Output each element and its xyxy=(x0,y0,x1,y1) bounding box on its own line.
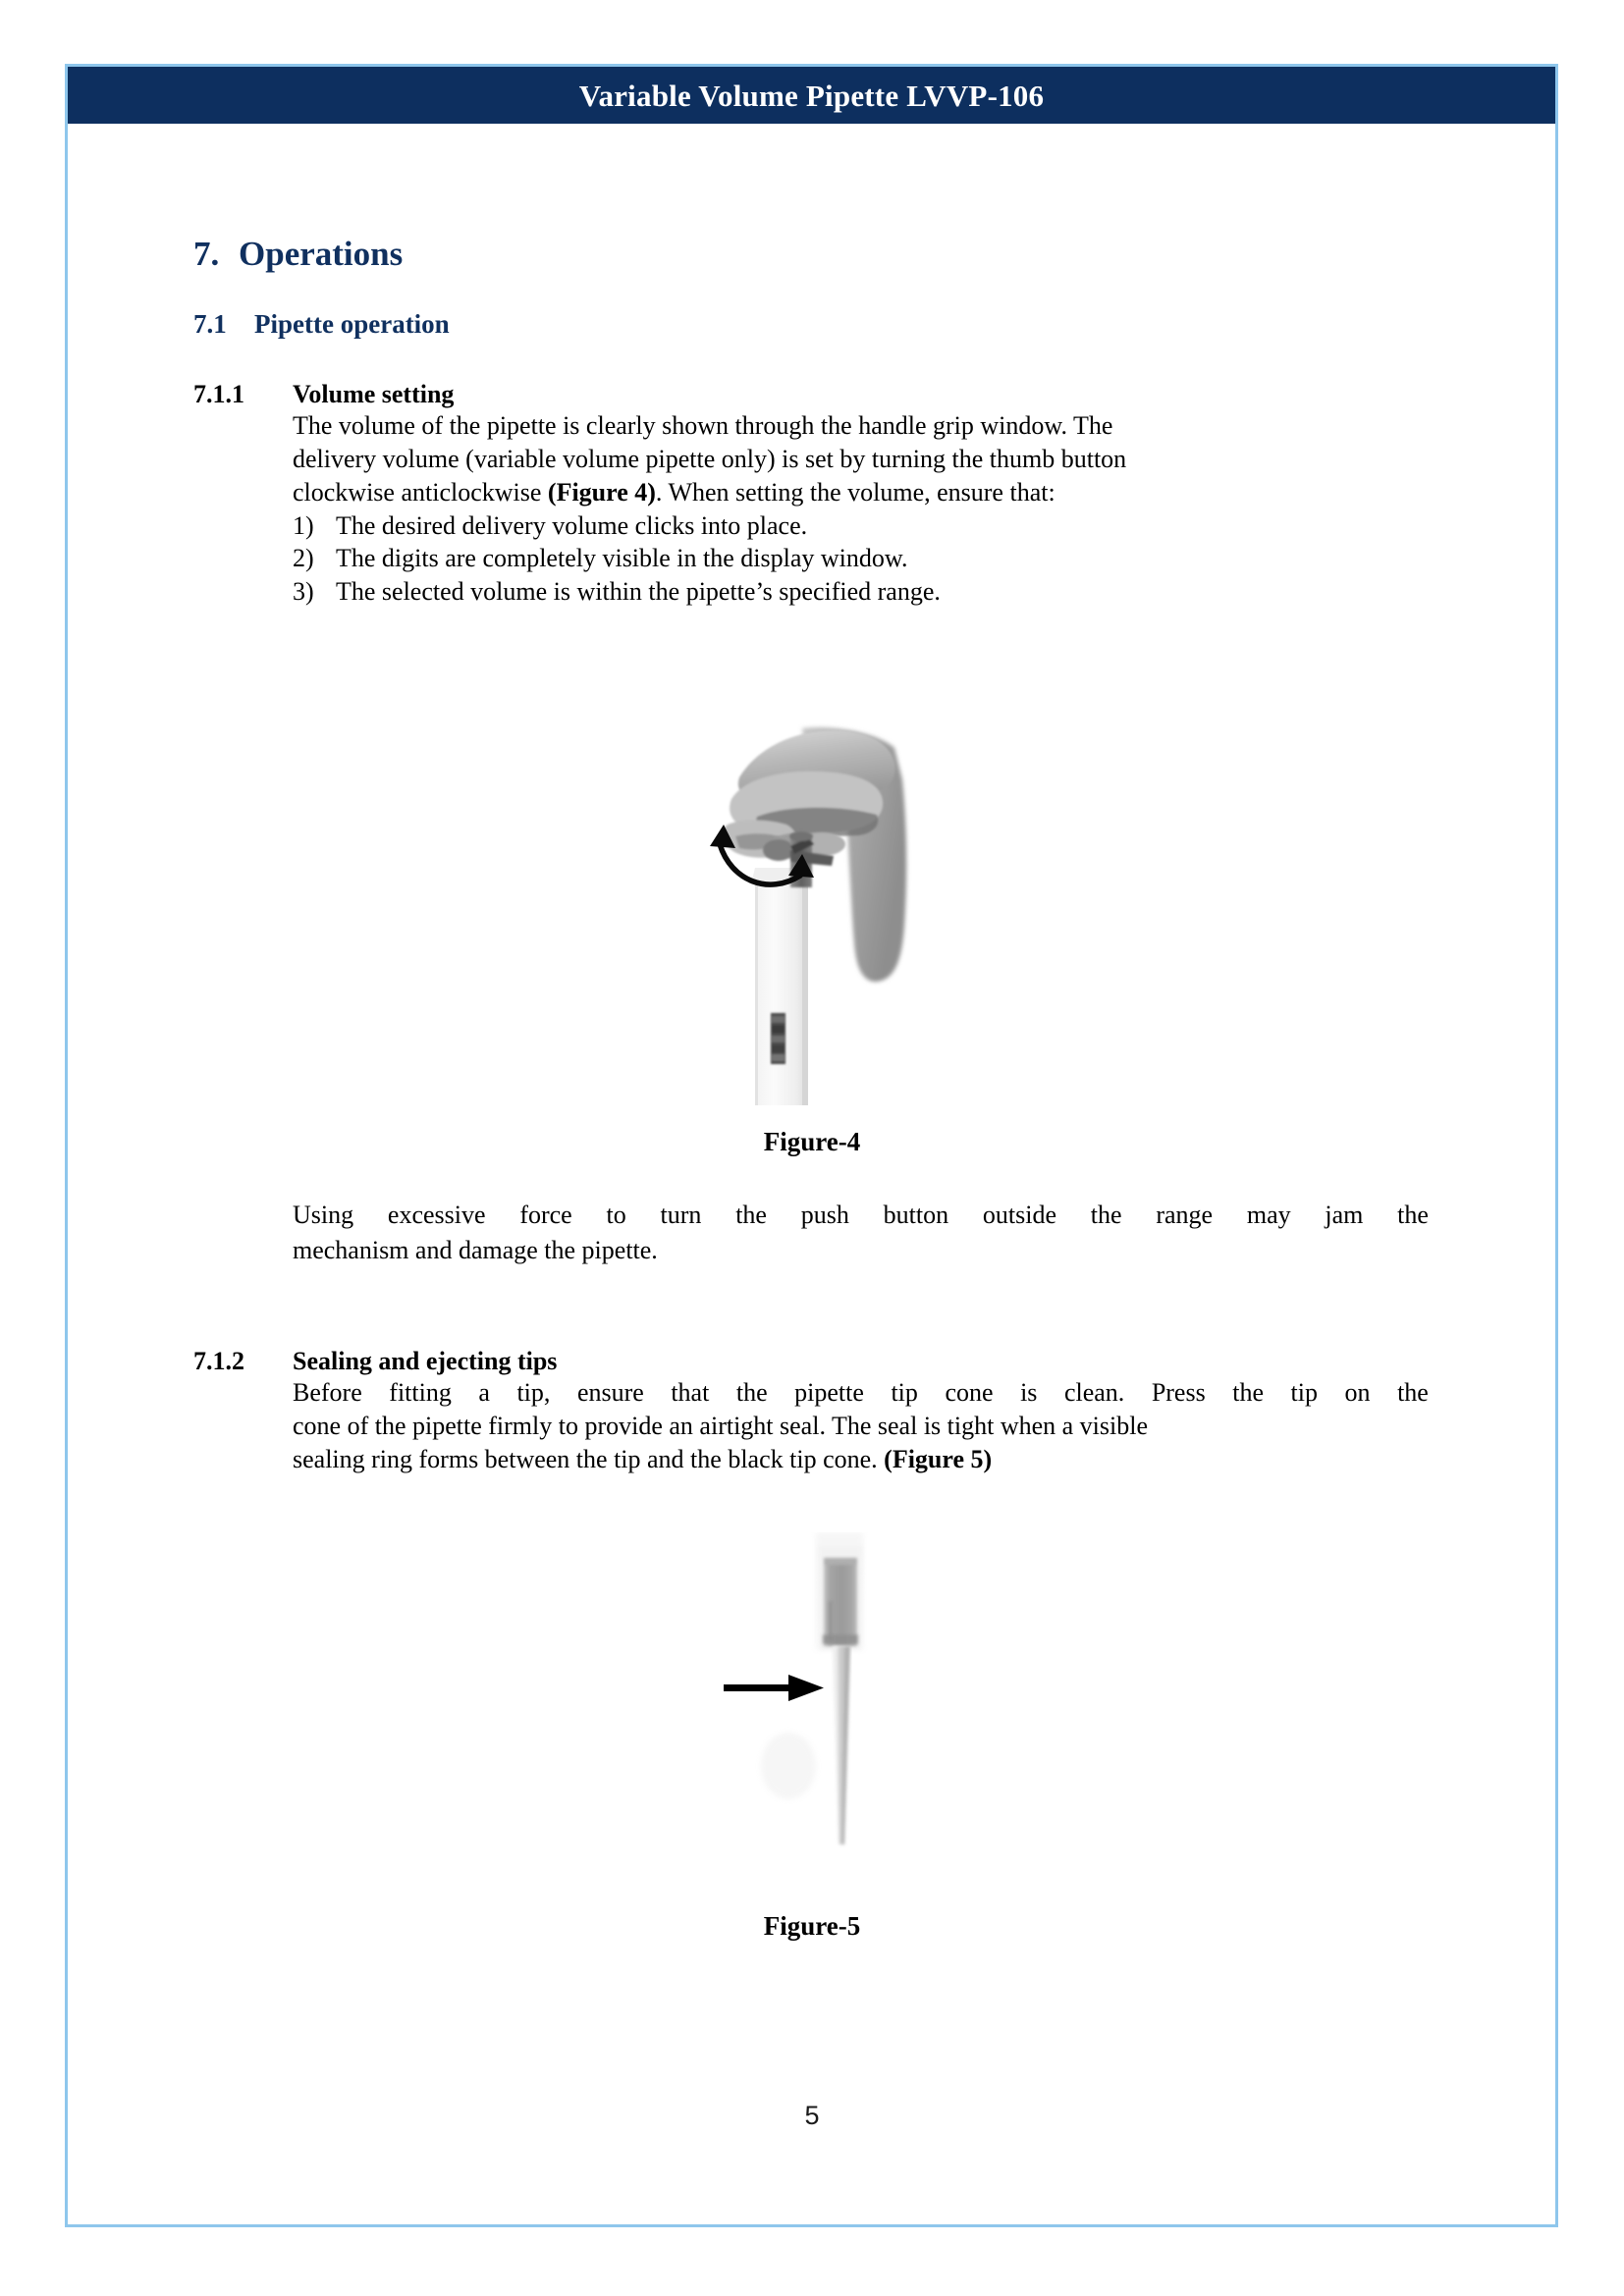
paragraph-line: cone of the pipette firmly to provide an airtight seal. The seal is tight when a visible xyxy=(293,1411,1149,1440)
para-word: a xyxy=(478,1378,490,1408)
note-word: the xyxy=(1397,1201,1429,1229)
note-word: jam xyxy=(1325,1201,1364,1229)
para-word: the xyxy=(1397,1378,1429,1408)
chapter-heading xyxy=(193,235,403,274)
subsection-title-7-1-2: Sealing and ejecting tips xyxy=(293,1347,558,1375)
section-heading-7-1 xyxy=(193,309,450,340)
list-marker: 2) xyxy=(293,544,314,573)
para-word: on xyxy=(1344,1378,1371,1408)
page-number: 5 xyxy=(804,2101,820,2130)
subsection-7-1-1 xyxy=(193,379,1429,609)
subsection-number-7-1-1: 7.1.1 xyxy=(193,380,244,408)
document-header-bar xyxy=(68,67,1555,124)
paragraph-line: delivery volume (variable volume pipette only) is set by turning the thumb button xyxy=(293,444,1127,473)
para-word: Press xyxy=(1151,1378,1206,1408)
para-word: clean. xyxy=(1063,1378,1125,1408)
note-word: Using xyxy=(293,1201,354,1229)
para-word: the xyxy=(735,1378,768,1408)
para-word: is xyxy=(1020,1378,1038,1408)
subsection-7-1-2-paragraph xyxy=(293,1376,1429,1475)
subsection-heading-7-1-2 xyxy=(193,1346,1429,1376)
note-line-1 xyxy=(293,1198,1429,1233)
note-word: may xyxy=(1246,1201,1291,1229)
note-word: push xyxy=(800,1201,849,1229)
list-item xyxy=(293,575,1429,609)
list-item xyxy=(293,509,1429,543)
para-word: tip xyxy=(1290,1378,1318,1408)
figure-4-block xyxy=(0,722,1624,1157)
note-word: force xyxy=(519,1201,572,1229)
note-word: to xyxy=(606,1201,626,1229)
note-word: range xyxy=(1156,1201,1214,1229)
subsection-heading-7-1-1 xyxy=(193,379,1429,409)
subsection-7-1-2 xyxy=(193,1346,1429,1476)
para-word: the xyxy=(1232,1378,1265,1408)
para-word: ensure xyxy=(576,1378,644,1408)
list-text: The digits are completely visible in the display window. xyxy=(336,544,908,573)
note-word: outside xyxy=(982,1201,1056,1229)
paragraph-line: The volume of the pipette is clearly shown through the handle grip window. The xyxy=(293,411,1113,441)
para-word: fitting xyxy=(389,1378,452,1408)
paragraph-line xyxy=(293,476,1429,509)
figure-5-reference: (Figure 5) xyxy=(884,1444,993,1473)
subsection-7-1-1-paragraph xyxy=(293,409,1429,609)
list-marker: 1) xyxy=(293,510,314,540)
note-line-2: mechanism and damage the pipette. xyxy=(293,1235,658,1264)
note-word: the xyxy=(735,1201,767,1229)
list-text: The selected volume is within the pipette’s specified range. xyxy=(336,577,941,607)
figure-5-caption: Figure-5 xyxy=(763,1911,861,1941)
note-word: the xyxy=(1090,1201,1122,1229)
excessive-force-note xyxy=(293,1198,1429,1268)
paragraph-text: sealing ring forms between the tip and the black tip cone. xyxy=(293,1444,885,1473)
paragraph-line xyxy=(293,1376,1429,1410)
note-word: excessive xyxy=(387,1201,486,1229)
list-marker: 3) xyxy=(293,577,314,607)
note-word: button xyxy=(883,1201,949,1229)
chapter-title: Operations xyxy=(239,235,404,273)
paragraph-text: clockwise anticlockwise xyxy=(293,477,548,507)
list-item xyxy=(293,542,1429,575)
paragraph-text: . When setting the volume, ensure that: xyxy=(655,477,1056,507)
chapter-number: 7. xyxy=(193,235,220,273)
subsection-title-7-1-1: Volume setting xyxy=(293,380,455,408)
para-word: pipette xyxy=(794,1378,864,1408)
figure-5-block xyxy=(0,1532,1624,1942)
figure-5-illustration xyxy=(694,1532,930,1876)
volume-setting-checklist xyxy=(293,509,1429,609)
figure-5-image xyxy=(694,1532,930,1876)
para-word: tip xyxy=(891,1378,918,1408)
figure-4-image xyxy=(684,722,940,1105)
note-word: turn xyxy=(660,1201,702,1229)
figure-4-illustration xyxy=(684,722,940,1105)
para-word: Before xyxy=(293,1378,362,1408)
para-word: cone xyxy=(945,1378,994,1408)
figure-4-caption: Figure-4 xyxy=(763,1127,861,1156)
document-title: Variable Volume Pipette LVVP-106 xyxy=(578,78,1045,113)
figure-4-reference: (Figure 4) xyxy=(547,477,656,507)
list-text: The desired delivery volume clicks into place. xyxy=(336,510,808,540)
para-word: that xyxy=(671,1378,710,1408)
para-word: tip, xyxy=(516,1378,551,1408)
subsection-number-7-1-2: 7.1.2 xyxy=(193,1347,244,1375)
paragraph-line xyxy=(293,1443,1429,1476)
section-number-7-1: 7.1 xyxy=(193,309,227,339)
section-title-7-1: Pipette operation xyxy=(254,309,450,339)
